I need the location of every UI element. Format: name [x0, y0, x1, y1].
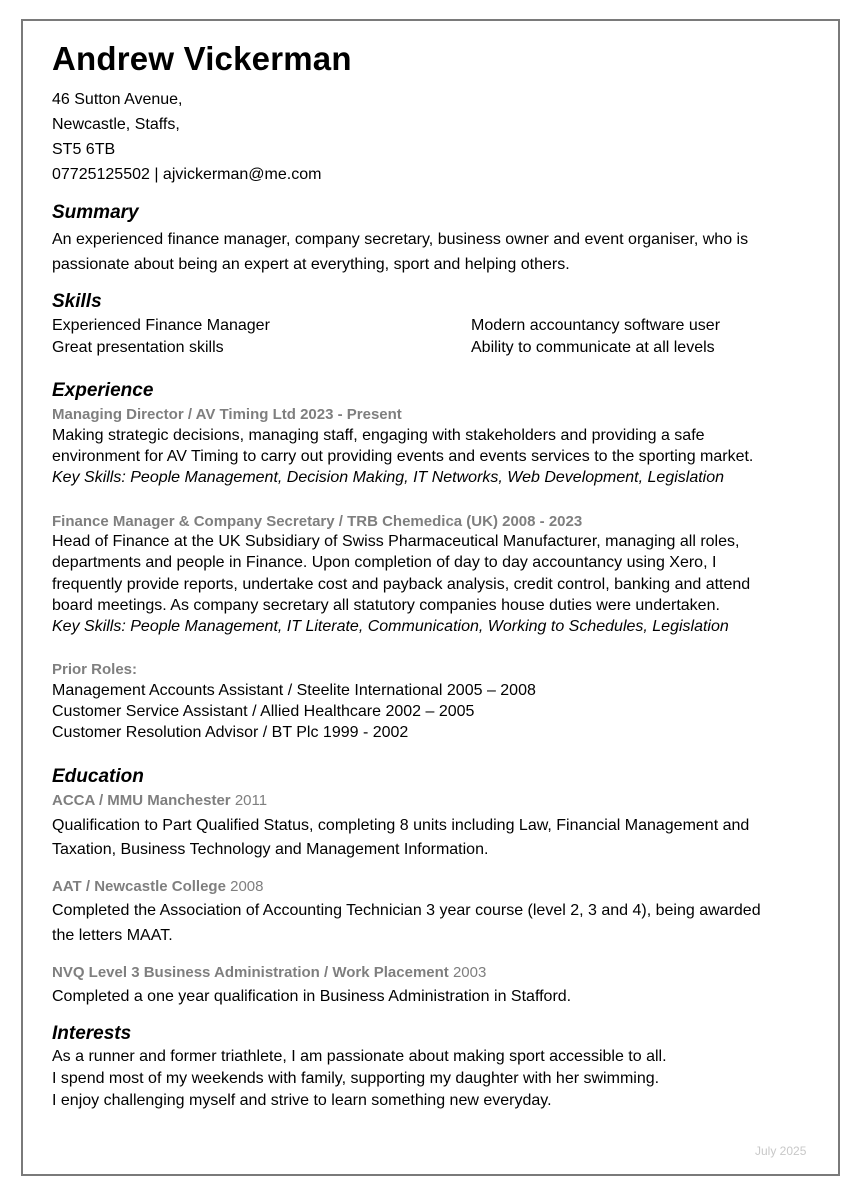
experience-heading: Experience [52, 380, 154, 401]
education-description-line: Qualification to Part Qualified Status, completing 8 units including Law, Financial Management and [52, 817, 750, 834]
job-title: Managing Director / AV Timing Ltd 2023 - Present [52, 406, 402, 423]
education-description-line: Completed a one year qualification in Business Administration in Stafford. [52, 988, 572, 1005]
education-institution: ACCA / MMU Manchester [52, 792, 231, 809]
job-description-line: frequently provide reports, undertake cost and payback analysis, credit control, banking and attend [52, 576, 751, 593]
education-year: 2008 [230, 878, 264, 895]
summary-line: An experienced finance manager, company secretary, business owner and event organiser, who is [52, 231, 749, 248]
prior-roles-heading: Prior Roles: [52, 661, 138, 678]
education-year: 2003 [452, 964, 487, 981]
education-description-line: the letters MAAT. [52, 927, 173, 944]
prior-role: Customer Service Assistant / Allied Healthcare 2002 – 2005 [52, 703, 475, 720]
summary-line: passionate about being an expert at everything, sport and helping others. [52, 256, 570, 273]
address-line-2: Newcastle, Staffs, [52, 116, 180, 133]
phone-email: 07725125502 | ajvickerman@me.com [52, 166, 322, 183]
education-institution: AAT / Newcastle College [52, 878, 226, 895]
interests-heading: Interests [52, 1023, 132, 1044]
job-description-line: Making strategic decisions, managing staff, engaging with stakeholders and providing a safe [52, 427, 705, 444]
footer-date: July 2025 [755, 1144, 807, 1158]
education-heading: Education [52, 766, 144, 787]
education-title [52, 792, 267, 809]
prior-role: Customer Resolution Advisor / BT Plc 1999 - 2002 [52, 724, 409, 741]
education-title [52, 878, 263, 895]
prior-role: Management Accounts Assistant / Steelite International 2005 – 2008 [52, 682, 536, 699]
candidate-name: Andrew Vickerman [52, 40, 352, 77]
job-key-skills: Key Skills: People Management, Decision Making, IT Networks, Web Development, Legislation [52, 469, 725, 486]
interest-line: I spend most of my weekends with family, supporting my daughter with her swimming. [52, 1070, 660, 1087]
interest-line: I enjoy challenging myself and strive to learn something new everyday. [52, 1092, 552, 1109]
skill-item: Great presentation skills [52, 339, 224, 356]
job-description-line: departments and people in Finance. Upon completion of day to day accountancy using Xero, I [52, 554, 717, 571]
postcode: ST5 6TB [52, 141, 116, 158]
skill-item: Ability to communicate at all levels [471, 339, 715, 356]
job-description-line: environment for AV Timing to carry out providing events and events services to the sporting market. [52, 448, 754, 465]
job-description-line: Head of Finance at the UK Subsidiary of Swiss Pharmaceutical Manufacturer, managing all roles, [52, 533, 740, 550]
education-year: 2011 [234, 792, 268, 809]
address-line-1: 46 Sutton Avenue, [52, 91, 183, 108]
education-title [52, 964, 486, 981]
interest-line: As a runner and former triathlete, I am passionate about making sport accessible to all. [52, 1048, 667, 1065]
skills-heading: Skills [52, 291, 102, 312]
summary-heading: Summary [52, 202, 139, 223]
education-description-line: Completed the Association of Accounting Technician 3 year course (level 2, 3 and 4), being awarded [52, 902, 761, 919]
job-description-line: board meetings. As company secretary all statutory companies house duties were undertaken. [52, 597, 720, 614]
job-key-skills: Key Skills: People Management, IT Literate, Communication, Working to Schedules, Legislation [52, 618, 729, 635]
education-institution: NVQ Level 3 Business Administration / Work Placement [52, 964, 449, 981]
job-title: Finance Manager & Company Secretary / TRB Chemedica (UK) 2008 - 2023 [52, 513, 583, 530]
education-description-line: Taxation, Business Technology and Management Information. [52, 841, 489, 858]
skill-item: Experienced Finance Manager [52, 317, 270, 334]
skill-item: Modern accountancy software user [471, 317, 721, 334]
